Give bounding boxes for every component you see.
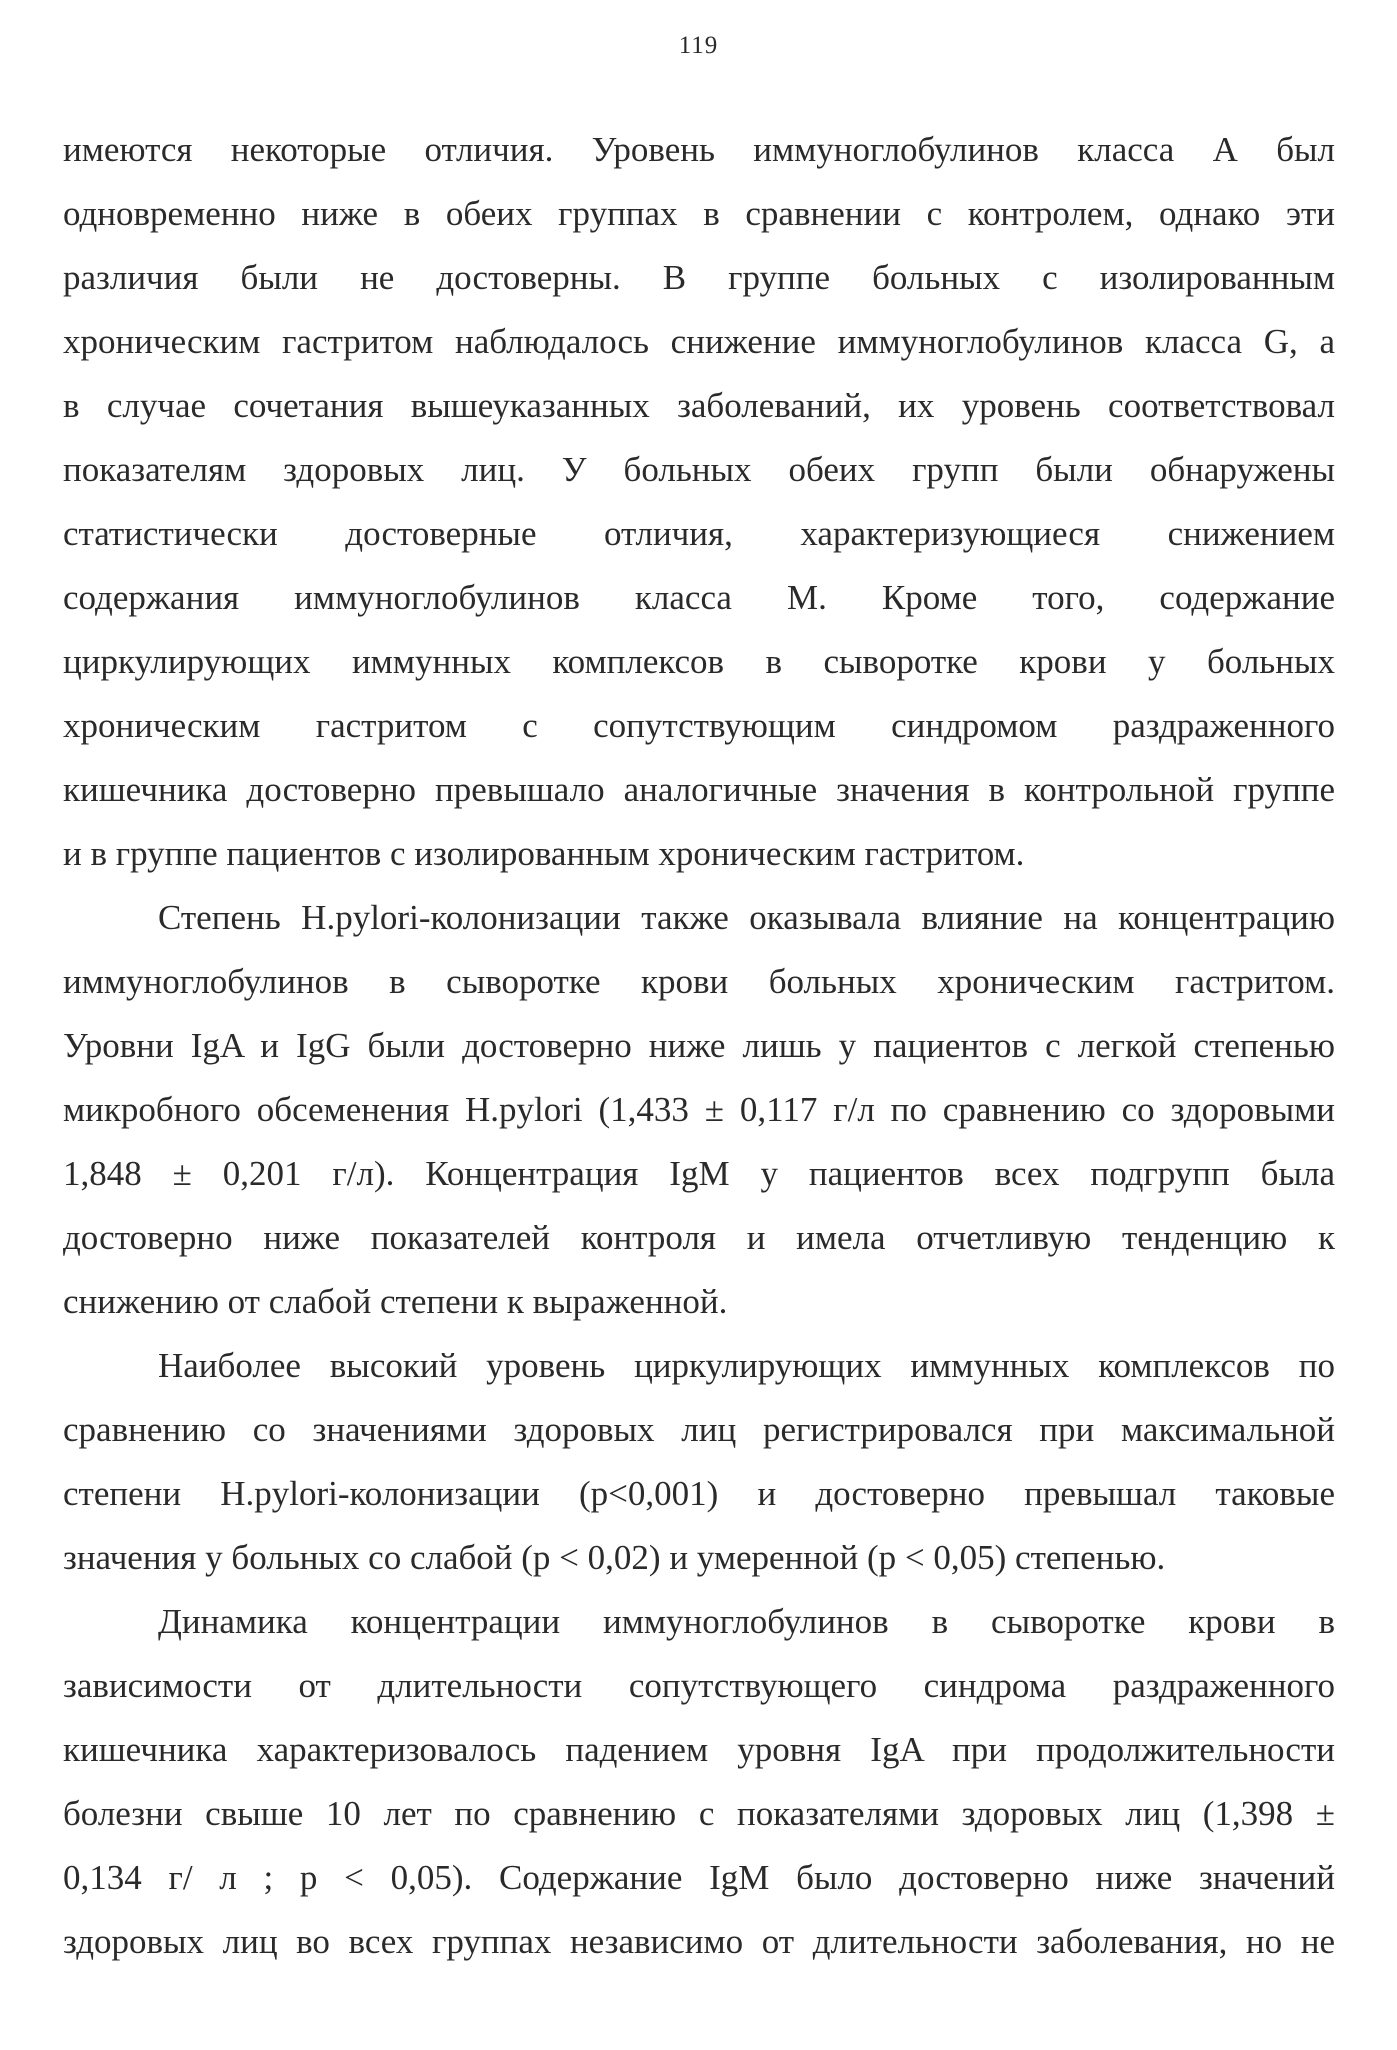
text-line: снижению от слабой степени к выраженной. bbox=[63, 1282, 728, 1321]
text-line: имеются некоторые отличия. Уровень иммуноглобулинов класса А был bbox=[63, 130, 1335, 169]
text-line: 0,134 г/ л ; p < 0,05). Содержание IgM было достоверно ниже значений bbox=[63, 1858, 1335, 1897]
text-line: иммуноглобулинов в сыворотке крови больных хроническим гастритом. bbox=[63, 962, 1335, 1001]
paragraph bbox=[63, 1334, 1335, 1590]
paragraph bbox=[63, 1590, 1335, 1974]
text-line: показателям здоровых лиц. У больных обеих групп были обнаружены bbox=[63, 450, 1335, 489]
text-line: степени H.pylori-колонизации (p<0,001) и достоверно превышал таковые bbox=[63, 1474, 1335, 1513]
text-line: Уровни IgA и IgG были достоверно ниже лишь у пациентов с легкой степенью bbox=[63, 1026, 1335, 1065]
text-line: Степень H.pylori-колонизации также оказывала влияние на концентрацию bbox=[158, 898, 1335, 937]
document-body bbox=[63, 118, 1335, 1974]
text-line: достоверно ниже показателей контроля и имела отчетливую тенденцию к bbox=[63, 1218, 1335, 1257]
text-line: различия были не достоверны. В группе больных с изолированным bbox=[63, 258, 1335, 297]
page-number: 119 bbox=[678, 32, 719, 59]
text-line: кишечника достоверно превышало аналогичные значения в контрольной группе bbox=[63, 770, 1335, 809]
text-line: и в группе пациентов с изолированным хроническим гастритом. bbox=[63, 834, 1025, 873]
text-line: циркулирующих иммунных комплексов в сыворотке крови у больных bbox=[63, 642, 1335, 681]
text-line: хроническим гастритом наблюдалось снижение иммуноглобулинов класса G, а bbox=[63, 322, 1335, 361]
text-line: в случае сочетания вышеуказанных заболеваний, их уровень соответствовал bbox=[63, 386, 1335, 425]
text-line: статистически достоверные отличия, характеризующиеся снижением bbox=[63, 514, 1335, 553]
text-line: зависимости от длительности сопутствующего синдрома раздраженного bbox=[63, 1666, 1335, 1705]
text-line: 1,848 ± 0,201 г/л). Концентрация IgM у пациентов всех подгрупп была bbox=[63, 1154, 1335, 1193]
text-line: здоровых лиц во всех группах независимо от длительности заболевания, но не bbox=[63, 1922, 1335, 1961]
text-line: кишечника характеризовалось падением уровня IgA при продолжительности bbox=[63, 1730, 1335, 1769]
text-line: Динамика концентрации иммуноглобулинов в сыворотке крови в bbox=[158, 1602, 1335, 1641]
paragraph bbox=[63, 886, 1335, 1334]
text-line: значения у больных со слабой (p < 0,02) и умеренной (p < 0,05) степенью. bbox=[63, 1538, 1166, 1577]
text-line: хроническим гастритом с сопутствующим синдромом раздраженного bbox=[63, 706, 1335, 745]
text-line: болезни свыше 10 лет по сравнению с показателями здоровых лиц (1,398 ± bbox=[63, 1794, 1335, 1833]
text-line: содержания иммуноглобулинов класса М. Кроме того, содержание bbox=[63, 578, 1335, 617]
text-line: сравнению со значениями здоровых лиц регистрировался при максимальной bbox=[63, 1410, 1335, 1449]
text-line: одновременно ниже в обеих группах в сравнении с контролем, однако эти bbox=[63, 194, 1335, 233]
paragraph bbox=[63, 118, 1335, 886]
text-line: Наиболее высокий уровень циркулирующих иммунных комплексов по bbox=[158, 1346, 1335, 1385]
text-line: микробного обсеменения H.pylori (1,433 ± 0,117 г/л по сравнению со здоровыми bbox=[63, 1090, 1335, 1129]
